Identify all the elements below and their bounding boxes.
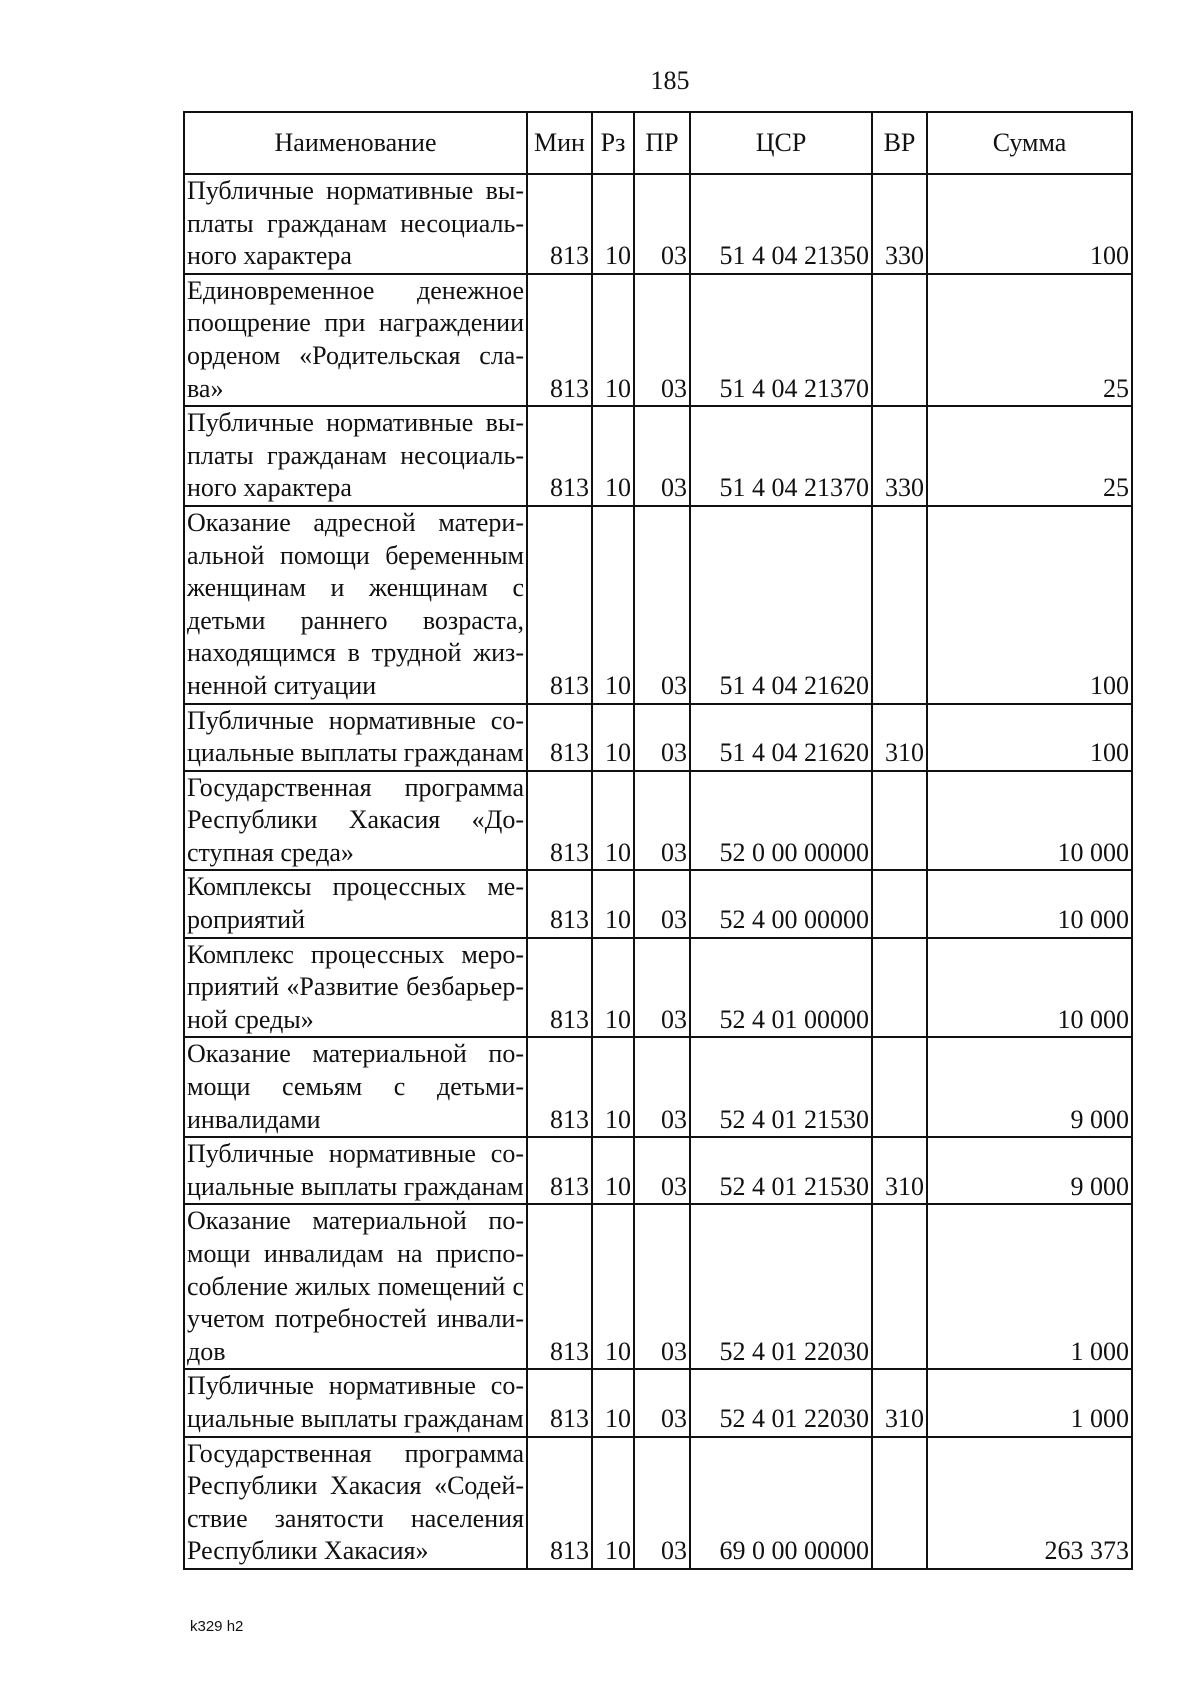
cell-name: Публичные нормативные вы-платы гражданам несоциаль-ного характера	[184, 174, 527, 274]
header-csr: ЦСР	[690, 112, 872, 174]
cell-name: Комплексы процессных ме-роприятий	[184, 870, 527, 937]
cell-vr	[872, 1204, 927, 1369]
cell-pr: 03	[634, 174, 690, 274]
cell-pr: 03	[634, 506, 690, 704]
cell-vr	[872, 1037, 927, 1137]
cell-sum: 10 000	[927, 771, 1132, 871]
cell-csr: 52 0 00 00000	[690, 771, 872, 871]
table-row	[184, 1137, 1132, 1204]
cell-min: 813	[527, 1204, 592, 1369]
cell-rz: 10	[592, 1369, 634, 1436]
cell-sum: 100	[927, 704, 1132, 771]
cell-rz: 10	[592, 174, 634, 274]
cell-vr: 310	[872, 704, 927, 771]
cell-name: Оказание материальной по-мощи семьям с детьми-инвалидами	[184, 1037, 527, 1137]
cell-vr	[872, 506, 927, 704]
header-sum: Сумма	[927, 112, 1132, 174]
cell-rz: 10	[592, 1037, 634, 1137]
footer-code: k329 h2	[190, 1618, 244, 1635]
cell-vr	[872, 1437, 927, 1569]
cell-name: Публичные нормативные со-циальные выплаты гражданам	[184, 1137, 527, 1204]
cell-min: 813	[527, 1037, 592, 1137]
cell-pr: 03	[634, 771, 690, 871]
table-row	[184, 1437, 1132, 1569]
cell-min: 813	[527, 938, 592, 1038]
table-row	[184, 771, 1132, 871]
header-name: Наименование	[184, 112, 527, 174]
cell-pr: 03	[634, 704, 690, 771]
cell-pr: 03	[634, 1369, 690, 1436]
cell-name: Государственная программа Республики Хакасия «Содей-ствие занятости населения Республики Хакасия»	[184, 1437, 527, 1569]
cell-name: Публичные нормативные вы-платы гражданам несоциаль-ного характера	[184, 406, 527, 506]
table-row	[184, 1037, 1132, 1137]
cell-pr: 03	[634, 1204, 690, 1369]
cell-vr	[872, 274, 927, 406]
cell-csr: 51 4 04 21350	[690, 174, 872, 274]
cell-csr: 52 4 01 00000	[690, 938, 872, 1038]
table-row	[184, 870, 1132, 937]
cell-name: Публичные нормативные со-циальные выплаты гражданам	[184, 704, 527, 771]
header-rz: Рз	[592, 112, 634, 174]
cell-vr: 330	[872, 406, 927, 506]
cell-sum: 100	[927, 506, 1132, 704]
table-body	[184, 174, 1132, 1569]
cell-vr	[872, 870, 927, 937]
cell-min: 813	[527, 870, 592, 937]
cell-csr: 52 4 01 21530	[690, 1037, 872, 1137]
cell-rz: 10	[592, 870, 634, 937]
cell-pr: 03	[634, 1137, 690, 1204]
cell-pr: 03	[634, 938, 690, 1038]
cell-sum: 10 000	[927, 870, 1132, 937]
cell-rz: 10	[592, 506, 634, 704]
cell-vr	[872, 771, 927, 871]
cell-rz: 10	[592, 938, 634, 1038]
cell-csr: 52 4 00 00000	[690, 870, 872, 937]
cell-name: Комплекс процессных меро-приятий «Развитие безбарьер-ной среды»	[184, 938, 527, 1038]
cell-min: 813	[527, 1369, 592, 1436]
cell-vr	[872, 938, 927, 1038]
cell-name: Оказание материальной по-мощи инвалидам на приспо-собление жилых помещений с учетом потребностей инвали-дов	[184, 1204, 527, 1369]
cell-min: 813	[527, 506, 592, 704]
page-number: 185	[650, 66, 690, 95]
cell-rz: 10	[592, 704, 634, 771]
cell-csr: 51 4 04 21370	[690, 274, 872, 406]
cell-rz: 10	[592, 771, 634, 871]
header-pr: ПР	[634, 112, 690, 174]
cell-pr: 03	[634, 870, 690, 937]
header-vr: ВР	[872, 112, 927, 174]
cell-csr: 52 4 01 22030	[690, 1204, 872, 1369]
cell-sum: 263 373	[927, 1437, 1132, 1569]
budget-table	[183, 111, 1133, 1570]
cell-csr: 51 4 04 21620	[690, 704, 872, 771]
cell-sum: 10 000	[927, 938, 1132, 1038]
cell-rz: 10	[592, 1204, 634, 1369]
cell-csr: 51 4 04 21620	[690, 506, 872, 704]
cell-name: Единовременное денежное поощрение при награждении орденом «Родительская сла-ва»	[184, 274, 527, 406]
cell-pr: 03	[634, 406, 690, 506]
cell-sum: 1 000	[927, 1204, 1132, 1369]
table-row	[184, 704, 1132, 771]
table-row	[184, 174, 1132, 274]
cell-sum: 1 000	[927, 1369, 1132, 1436]
cell-pr: 03	[634, 1437, 690, 1569]
cell-rz: 10	[592, 274, 634, 406]
cell-sum: 9 000	[927, 1037, 1132, 1137]
cell-min: 813	[527, 174, 592, 274]
cell-min: 813	[527, 274, 592, 406]
table-row	[184, 406, 1132, 506]
cell-vr: 330	[872, 174, 927, 274]
cell-rz: 10	[592, 406, 634, 506]
table-row	[184, 1369, 1132, 1436]
cell-rz: 10	[592, 1137, 634, 1204]
cell-pr: 03	[634, 1037, 690, 1137]
cell-name: Государственная программа Республики Хакасия «До-ступная среда»	[184, 771, 527, 871]
header-min: Мин	[527, 112, 592, 174]
cell-csr: 69 0 00 00000	[690, 1437, 872, 1569]
table-row	[184, 938, 1132, 1038]
cell-pr: 03	[634, 274, 690, 406]
cell-vr: 310	[872, 1137, 927, 1204]
cell-min: 813	[527, 1437, 592, 1569]
cell-sum: 25	[927, 274, 1132, 406]
cell-csr: 52 4 01 22030	[690, 1369, 872, 1436]
cell-name: Оказание адресной матери-альной помощи беременным женщинам и женщинам с детьми раннего возраста, находящимся в трудной жиз-ненной ситуации	[184, 506, 527, 704]
table-header-row	[184, 112, 1132, 174]
cell-sum: 25	[927, 406, 1132, 506]
cell-min: 813	[527, 406, 592, 506]
cell-min: 813	[527, 704, 592, 771]
cell-sum: 9 000	[927, 1137, 1132, 1204]
table-row	[184, 1204, 1132, 1369]
table-row	[184, 506, 1132, 704]
cell-csr: 52 4 01 21530	[690, 1137, 872, 1204]
cell-csr: 51 4 04 21370	[690, 406, 872, 506]
cell-min: 813	[527, 1137, 592, 1204]
cell-sum: 100	[927, 174, 1132, 274]
cell-vr: 310	[872, 1369, 927, 1436]
table-row	[184, 274, 1132, 406]
cell-rz: 10	[592, 1437, 634, 1569]
cell-name: Публичные нормативные со-циальные выплаты гражданам	[184, 1369, 527, 1436]
cell-min: 813	[527, 771, 592, 871]
